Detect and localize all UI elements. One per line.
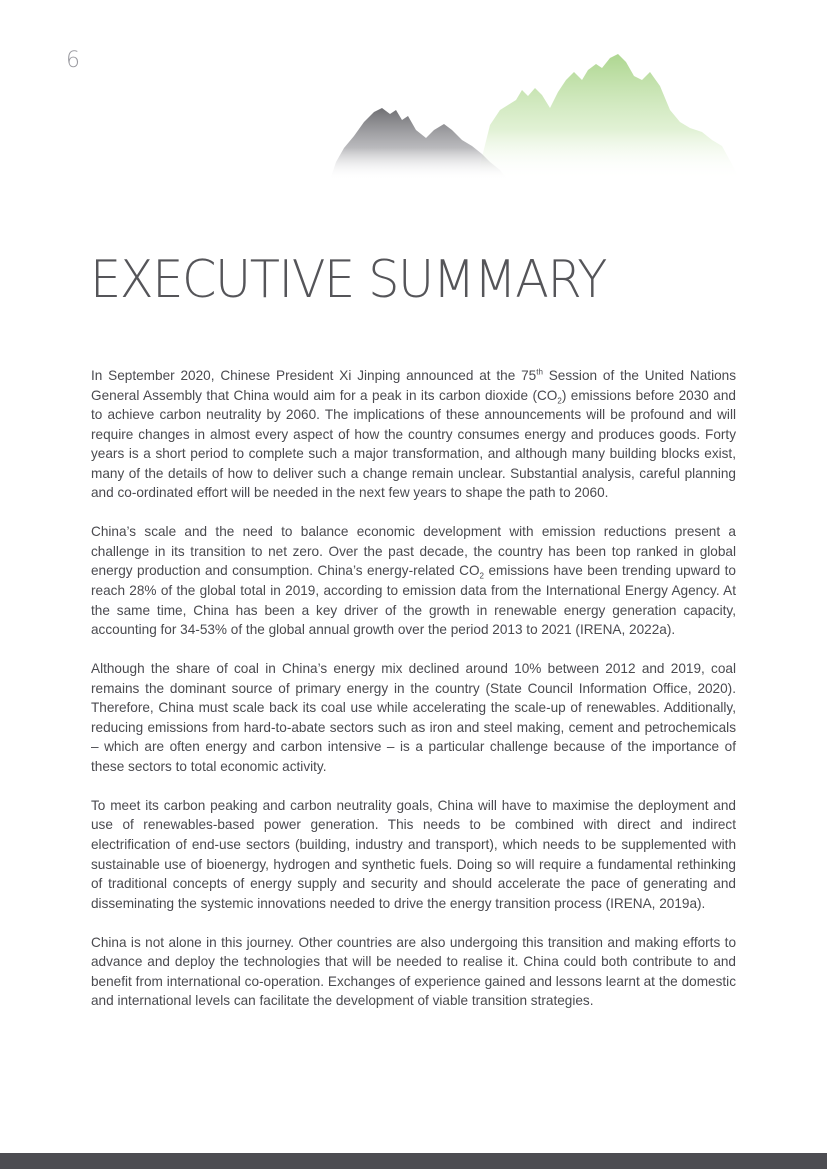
page-number: 6 (66, 48, 80, 73)
paragraph-1: In September 2020, Chinese President Xi Jinping announced at the 75th Session of the United Nations General Assembly that China would aim for a peak in its carbon dioxide $(CO_2)$ emissions before 2030 and to achieve carbon neutrality by 2060. The implications of these announcements will be profound and will require changes in almost every aspect of how the country consumes energy and produces goods. Forty years is a short period to complete such a major transformation, and although many building blocks exist, many of the details of how to deliver such a change remain unclear. Substantial analysis, careful planning and co-ordinated effort will be needed in the next few years to shape the path to 2060. (91, 367, 737, 501)
mountain-illustration (330, 50, 740, 180)
grey-mountain-range (330, 108, 508, 180)
green-mountain-range (480, 54, 740, 180)
paragraph-3: Although the share of coal in China’s energy mix declined around 10% between 2012 and 2019, coal remains the dominant source of primary energy in the country (State Council Information Office, 2020). Therefore, China must scale back its coal use while accelerating the scale-up of renewables. Additionally, reducing emissions from hard-to-abate sectors such as iron and steel making, cement and petrochemicals – which are often energy and carbon intensive – is a particular challenge because of the importance of these sectors to total economic activity. (91, 661, 736, 774)
paragraph-2: China’s scale and the need to balance economic development with emission reductions present a challenge in its transition to net zero. Over the past decade, the country has been top ranked in global energy production and consumption. China’s energy-related $CO_2$ emissions have been trending upward to reach 28% of the global total in 2019, according to emission data from the International Energy Agency. At the same time, China has been a key driver of the growth in renewable energy generation capacity, accounting for 34-53% of the global annual growth over the period 2013 to 2021 (IRENA, 2022a). (91, 524, 736, 638)
page-title: EXECUTIVE SUMMARY (90, 250, 607, 310)
footer-bar (0, 1153, 827, 1169)
summary-body (91, 366, 736, 1030)
paragraph-5: China is not alone in this journey. Other countries are also undergoing this transition and making efforts to advance and deploy the technologies that will be needed to realise it. China could both contribute to and benefit from international co-operation. Exchanges of experience gained and lessons learnt at the domestic and international levels can facilitate the development of viable transition strategies. (91, 934, 736, 1009)
paragraph-4: To meet its carbon peaking and carbon neutrality goals, China will have to maximise the deployment and use of renewables-based power generation. This needs to be combined with direct and indirect electrification of end-use sectors (building, industry and transport), which needs to be supplemented with sustainable use of bioenergy, hydrogen and synthetic fuels. Doing so will require a fundamental rethinking of traditional concepts of energy supply and security and should accelerate the pace of generating and disseminating the systemic innovations needed to drive the energy transition process (IRENA, 2019a). (91, 797, 736, 911)
